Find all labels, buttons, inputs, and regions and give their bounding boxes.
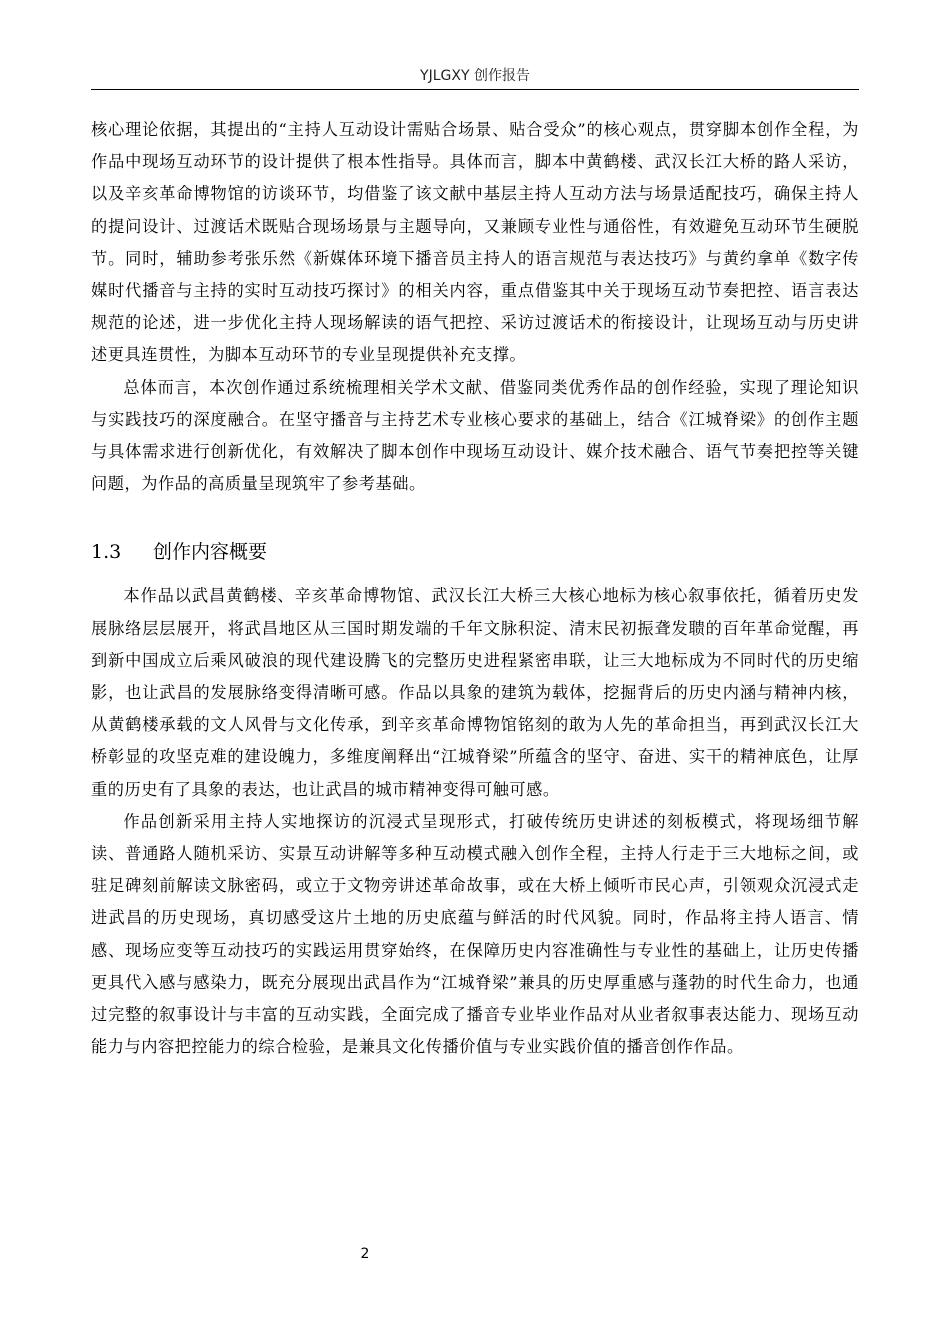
page-header: YJLGXY 创作报告 [420, 68, 530, 84]
section-paragraph: 作品创新采用主持人实地探访的沉浸式呈现形式，打破传统历史讲述的刻板模式，将现场细节解读、普通路人随机采访、实景互动讲解等多种互动模式融入创作全程，主持人行走于三大地标之间，或驻足碑刻前解读文脉密码，或立于文物旁讲述革命故事，或在大桥上倾听市民心声，引领观众沉浸式走进武昌的历史现场，真切感受这片土地的历史底蕴与鲜活的时代风貌。同时，作品将主持人语言、情感、现场应变等互动技巧的实践运用贯穿始终，在保障历史内容准确性与专业性的基础上，让历史传播更具代入感与感染力，既充分展现出武昌作为“江城脊梁”兼具的历史厚重感与蓬勃的时代生命力，也通过完整的叙事设计与丰富的互动实践，全面完成了播音专业毕业作品对从业者叙事表达能力、现场互动能力与内容把控能力的综合检验，是兼具文化传播价值与专业实践价值的播音创作作品。 [91, 811, 859, 1057]
page-number: 2 [360, 1246, 370, 1262]
page-content [91, 114, 859, 1063]
body-paragraph: 总体而言，本次创作通过系统梳理相关学术文献、借鉴同类优秀作品的创作经验，实现了理论知识与实践技巧的深度融合。在坚守播音与主持艺术专业核心要求的基础上，结合《江城脊梁》的创作主题与具体需求进行创新优化，有效解决了脚本创作中现场互动设计、媒介技术融合、语气节奏把控等关键问题，为作品的高质量呈现筑牢了参考基础。 [91, 377, 859, 494]
section-paragraph: 本作品以武昌黄鹤楼、辛亥革命博物馆、武汉长江大桥三大核心地标为核心叙事依托，循着历史发展脉络层层展开，将武昌地区从三国时期发端的千年文脉积淀、清末民初振聋发聩的百年革命觉醒，再到新中国成立后乘风破浪的现代建设腾飞的完整历史进程紧密串联，让三大地标成为不同时代的历史缩影，也让武昌的发展脉络变得清晰可感。作品以具象的建筑为载体，挖掘背后的历史内涵与精神内核，从黄鹤楼承载的文人风骨与文化传承，到辛亥革命博物馆铭刻的敢为人先的革命担当，再到武汉长江大桥彰显的攻坚克难的建设魄力，多维度阐释出“江城脊梁”所蕴含的坚守、奋进、实干的精神底色，让厚重的历史有了具象的表达，也让武昌的城市精神变得可触可感。 [91, 586, 859, 799]
section-number: 1.3 [91, 541, 122, 564]
section-heading [91, 538, 859, 566]
body-paragraph: 核心理论依据，其提出的“主持人互动设计需贴合场景、贴合受众”的核心观点，贯穿脚本创作全程，为作品中现场互动环节的设计提供了根本性指导。具体而言，脚本中黄鹤楼、武汉长江大桥的路人采访，以及辛亥革命博物馆的访谈环节，均借鉴了该文献中基层主持人互动方法与场景适配技巧，确保主持人的提问设计、过渡话术既贴合现场场景与主题导向，又兼顾专业性与通俗性，有效避免互动环节生硬脱节。同时，辅助参考张乐然《新媒体环境下播音员主持人的语言规范与表达技巧》与黄约拿单《数字传媒时代播音与主持的实时互动技巧探讨》的相关内容，重点借鉴其中关于现场互动节奏把控、语言表达规范的论述，进一步优化主持人现场解读的语气把控、采访过渡话术的衔接设计，让现场互动与历史讲述更具连贯性，为脚本互动环节的专业呈现提供补充支撑。 [91, 120, 859, 365]
section-title: 创作内容概要 [153, 541, 268, 564]
header-divider [91, 89, 859, 90]
